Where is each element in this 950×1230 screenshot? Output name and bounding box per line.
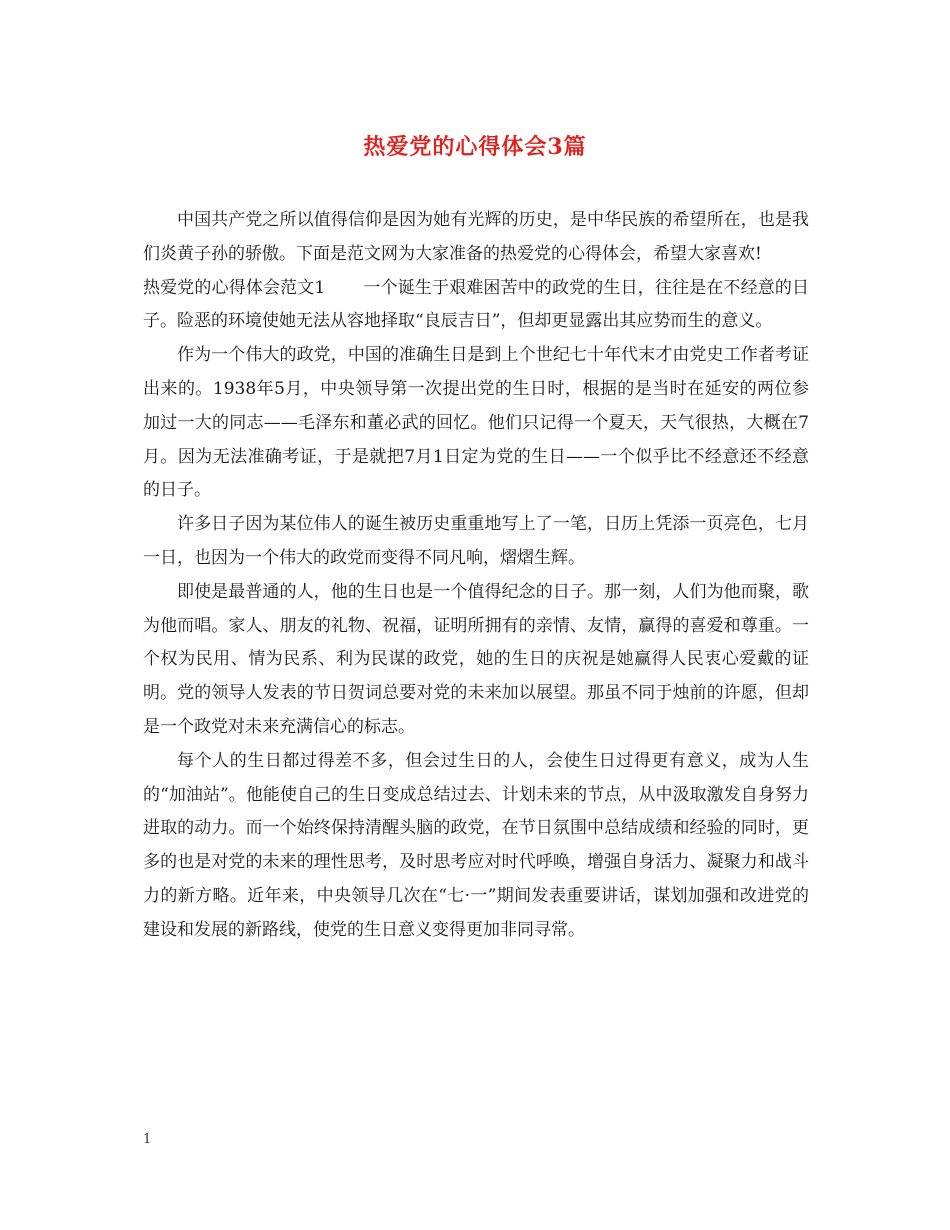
body-paragraph: 每个人的生日都过得差不多，但会过生日的人，会使生日过得更有意义，成为人生的“加油站”。他能使自己的生日变成总结过去、计划未来的节点，从中汲取激发自身努力进取的动力。而一个始终保持清醒头脑的政党，在节日氛围中总结成绩和经验的同时，更多的也是对党的未来的理性思考，及时思考应对时代呼唤，增强自身活力、凝聚力和战斗力的新方略。近年来，中央领导几次在“七·一”期间发表重要讲话，谋划加强和改进党的建设和发展的新路线，使党的生日意义变得更加非同寻常。	[143, 750, 809, 940]
section-first-text: 一个诞生于艰难困苦中的政党的生日，往往是在不经意的日子。险恶的环境使她无法从容地择取“良辰吉日”，但却更显露出其应势而生的意义。	[143, 277, 809, 332]
document-body	[143, 204, 809, 948]
section-heading: 热爱党的心得体会范文1	[143, 277, 326, 298]
section-paragraph	[143, 272, 809, 340]
page-number: 1	[143, 1132, 152, 1147]
body-paragraph: 许多日子因为某位伟人的诞生被历史重重地写上了一笔，日历上凭添一页亮色，七月一日，也因为一个伟大的政党而变得不同凡响，熠熠生辉。	[143, 514, 809, 568]
document-title: 热爱党的心得体会3篇	[363, 134, 587, 160]
body-paragraph: 即使是最普通的人，他的生日也是一个值得纪念的日子。那一刻，人们为他而聚，歌为他而唱。家人、朋友的礼物、祝福，证明所拥有的亲情、友情，赢得的喜爱和尊重。一个权为民用、情为民系、利为民谋的政党，她的生日的庆祝是她赢得人民衷心爱戴的证明。党的领导人发表的节日贺词总要对党的未来加以展望。那虽不同于烛前的许愿，但却是一个政党对未来充满信心的标志。	[143, 581, 809, 737]
body-paragraph: 作为一个伟大的政党，中国的准确生日是到上个世纪七十年代末才由党史工作者考证出来的。1938年5月，中央领导第一次提出党的生日时，根据的是当时在延安的两位参加过一大的同志——毛泽东和董必武的回忆。他们只记得一个夏天，天气很热，大概在7月。因为无法准确考证，于是就把7月1日定为党的生日——一个似乎比不经意还不经意的日子。	[143, 345, 809, 501]
intro-paragraph: 中国共产党之所以值得信仰是因为她有光辉的历史，是中华民族的希望所在，也是我们炎黄子孙的骄傲。下面是范文网为大家准备的热爱党的心得体会，希望大家喜欢!	[143, 210, 809, 264]
